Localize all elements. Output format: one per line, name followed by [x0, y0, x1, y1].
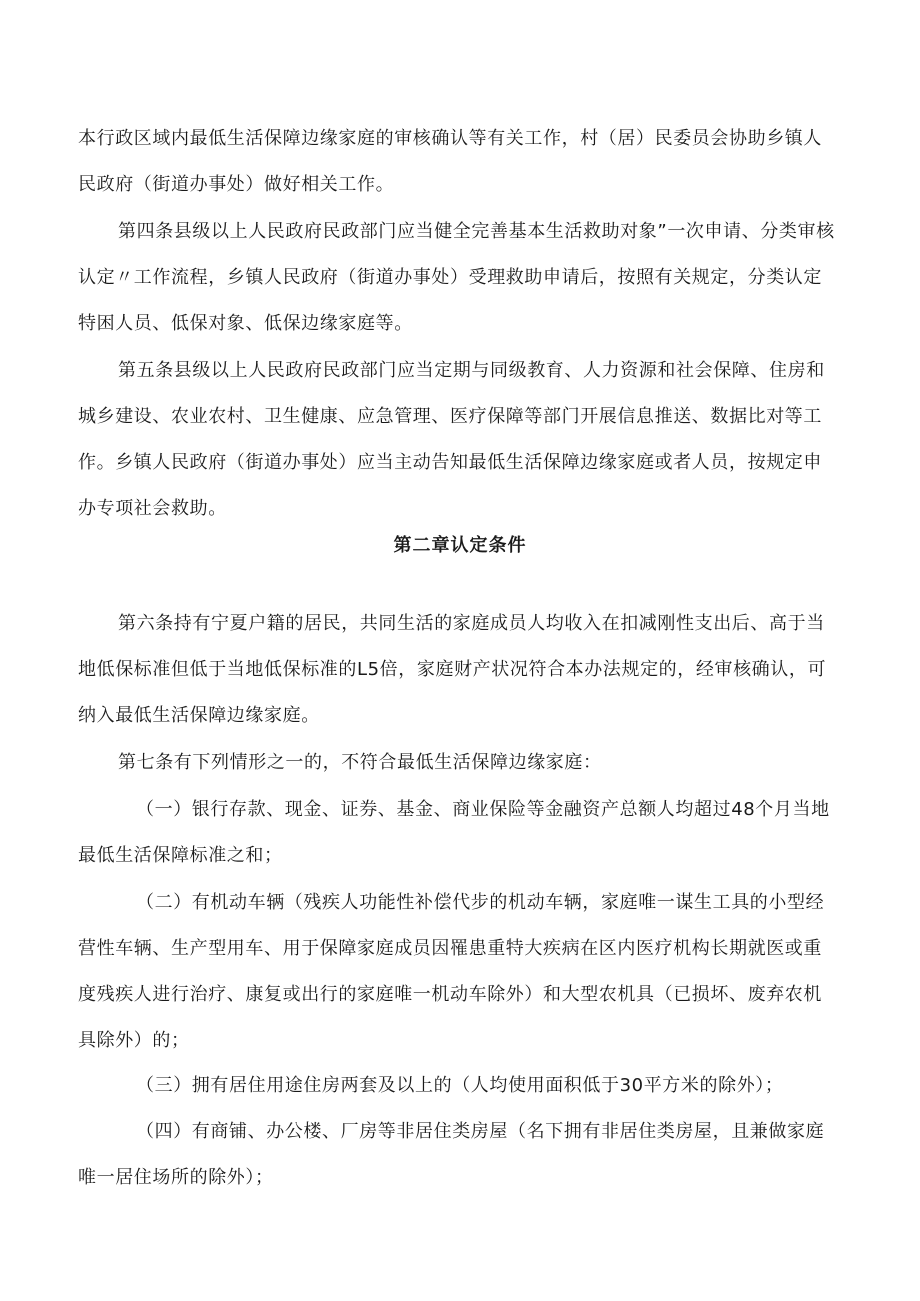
paragraph-article-4: 第四条县级以上人民政府民政部门应当健全完善基本生活救助对象”一次申请、分类审核认定〃工作流程，乡镇人民政府（街道办事处）受理救助申请后，按照有关规定，分类认定特困人员、低保对象、低保边缘家庭等。 [78, 221, 835, 334]
list-item-2: （二）有机动车辆（残疾人功能性补偿代步的机动车辆，家庭唯一谋生工具的小型经营性车辆、生产型用车、用于保障家庭成员因罹患重特大疾病在区内医疗机构长期就医或重度残疾人进行治疗、康复或出行的家庭唯一机动车除外）和大型农机具（已损坏、废弃农机具除外）的； [78, 892, 825, 1051]
list-item-4: （四）有商铺、办公楼、厂房等非居住类房屋（名下拥有非居住类房屋，且兼做家庭唯一居住场所的除外）； [78, 1121, 825, 1188]
paragraph-article-6: 第六条持有宁夏户籍的居民，共同生活的家庭成员人均收入在扣减刚性支出后、高于当地低保标准但低于当地低保标准的L5倍，家庭财产状况符合本办法规定的，经审核确认，可纳入最低生活保障边缘家庭。 [78, 613, 827, 726]
paragraph-article-7: 第七条有下列情形之一的，不符合最低生活保障边缘家庭： [118, 752, 602, 773]
paragraph-article-5: 第五条县级以上人民政府民政部门应当定期与同级教育、人力资源和社会保障、住房和城乡建设、农业农村、卫生健康、应急管理、医疗保障等部门开展信息推送、数据比对等工作。乡镇人民政府（街道办事处）应当主动告知最低生活保障边缘家庭或者人员，按规定申办专项社会救助。 [78, 360, 825, 519]
paragraph-continuation: 本行政区域内最低生活保障边缘家庭的审核确认等有关工作，村（居）民委员会协助乡镇人民政府（街道办事处）做好相关工作。 [78, 128, 822, 195]
list-item-3: （三）拥有居住用途住房两套及以上的（人均使用面积低于30平方米的除外）； [136, 1075, 784, 1096]
list-item-1: （一）银行存款、现金、证券、基金、商业保险等金融资产总额人均超过48个月当地最低生活保障标准之和； [78, 799, 830, 866]
chapter-heading: 第二章认定条件 [393, 535, 527, 556]
